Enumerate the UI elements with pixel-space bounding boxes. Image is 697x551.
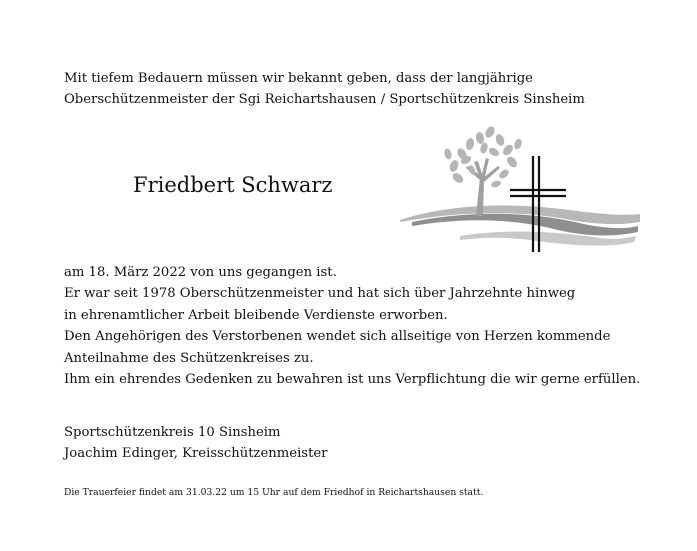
tree-and-cross-icon	[400, 118, 640, 258]
body-line-6: Ihm ein ehrendes Gedenken zu bewahren ist uns Verpflichtung die wir gerne erfüllen.	[64, 372, 641, 388]
announcement-body	[64, 262, 684, 390]
signature-person: Joachim Edinger, Kreisschützenmeister	[64, 446, 328, 462]
body-line-5: Anteilnahme des Schützenkreises zu.	[64, 350, 314, 366]
signature-block	[64, 422, 327, 465]
intro-text	[64, 68, 664, 110]
body-line-3: in ehrenamtlicher Arbeit bleibende Verdienste erworben.	[64, 307, 448, 323]
deceased-name: Friedbert Schwarz	[133, 173, 333, 197]
funeral-note: Die Trauerfeier findet am 31.03.22 um 15 Uhr auf dem Friedhof in Reichartshausen statt.	[64, 487, 484, 498]
intro-line-2: Oberschützenmeister der Sgi Reichartshausen / Sportschützenkreis Sinsheim	[64, 92, 585, 107]
body-line-2: Er war seit 1978 Oberschützenmeister und hat sich über Jahrzehnte hinweg	[64, 286, 576, 302]
body-line-1: am 18. März 2022 von uns gegangen ist.	[64, 265, 337, 280]
signature-organization: Sportschützenkreis 10 Sinsheim	[64, 425, 281, 440]
body-line-4: Den Angehörigen des Verstorbenen wendet sich allseitige von Herzen kommende	[64, 329, 611, 345]
intro-line-1: Mit tiefem Bedauern müssen wir bekannt geben, dass der langjährige	[64, 71, 533, 86]
